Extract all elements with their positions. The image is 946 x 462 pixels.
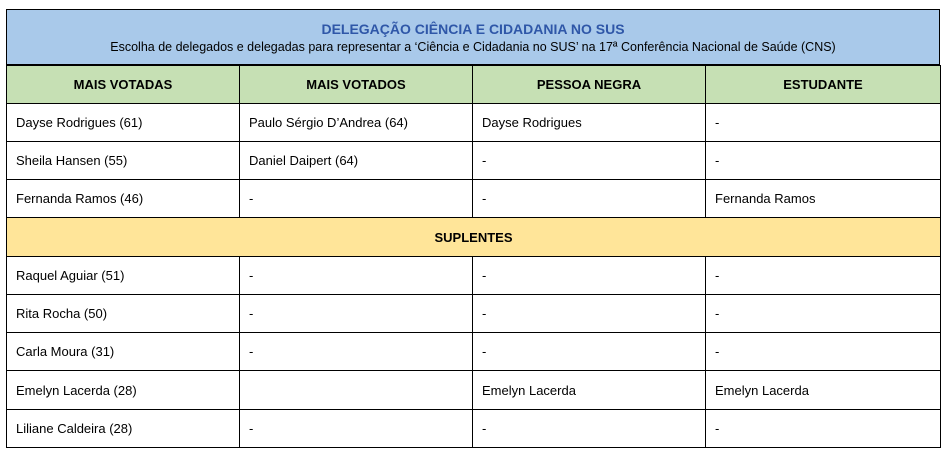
table-cell: [240, 371, 473, 410]
table-cell: -: [473, 410, 706, 448]
table-row: [7, 257, 941, 295]
column-header-mais-votados: MAIS VOTADOS: [240, 66, 473, 104]
table-subtitle: Escolha de delegados e delegadas para representar a ‘Ciência e Cidadania no SUS’ na 17ª Conferência Nacional de Saúde (CNS): [110, 40, 836, 54]
table-cell: Daniel Daipert (64): [240, 142, 473, 180]
table-row: [7, 410, 941, 448]
table-cell: Fernanda Ramos (46): [7, 180, 240, 218]
table-cell: -: [473, 295, 706, 333]
delegation-table: [6, 65, 941, 448]
table-cell: -: [473, 180, 706, 218]
column-header-mais-votadas: MAIS VOTADAS: [7, 66, 240, 104]
table-row: [7, 104, 941, 142]
table-cell: Fernanda Ramos: [706, 180, 941, 218]
suplentes-section-row: [7, 218, 941, 257]
table-cell: -: [240, 180, 473, 218]
table-cell: Liliane Caldeira (28): [7, 410, 240, 448]
table-title: DELEGAÇÃO CIÊNCIA E CIDADANIA NO SUS: [321, 21, 625, 37]
table-row: [7, 142, 941, 180]
table-cell: -: [473, 333, 706, 371]
suplentes-label: SUPLENTES: [7, 218, 941, 257]
table-row: [7, 180, 941, 218]
table-cell: Sheila Hansen (55): [7, 142, 240, 180]
table-cell: -: [706, 142, 941, 180]
table-cell: Dayse Rodrigues (61): [7, 104, 240, 142]
table-cell: Dayse Rodrigues: [473, 104, 706, 142]
table-cell: -: [706, 410, 941, 448]
column-header-pessoa-negra: PESSOA NEGRA: [473, 66, 706, 104]
table-cell: Rita Rocha (50): [7, 295, 240, 333]
table-cell: -: [240, 295, 473, 333]
table-row: [7, 295, 941, 333]
table-cell: Raquel Aguiar (51): [7, 257, 240, 295]
table-cell: Emelyn Lacerda: [473, 371, 706, 410]
table-cell: -: [473, 257, 706, 295]
table-row: [7, 333, 941, 371]
table-cell: -: [473, 142, 706, 180]
table-cell: -: [706, 295, 941, 333]
table-cell: -: [706, 333, 941, 371]
table-cell: -: [240, 333, 473, 371]
table-row: [7, 371, 941, 410]
table-cell: Emelyn Lacerda (28): [7, 371, 240, 410]
table-header: [6, 9, 940, 65]
table-cell: Paulo Sérgio D’Andrea (64): [240, 104, 473, 142]
table-cell: Emelyn Lacerda: [706, 371, 941, 410]
delegation-table-frame: [6, 9, 940, 448]
table-cell: -: [240, 257, 473, 295]
table-cell: -: [706, 257, 941, 295]
table-cell: -: [706, 104, 941, 142]
column-header-estudante: ESTUDANTE: [706, 66, 941, 104]
table-cell: Carla Moura (31): [7, 333, 240, 371]
column-header-row: [7, 66, 941, 104]
table-cell: -: [240, 410, 473, 448]
